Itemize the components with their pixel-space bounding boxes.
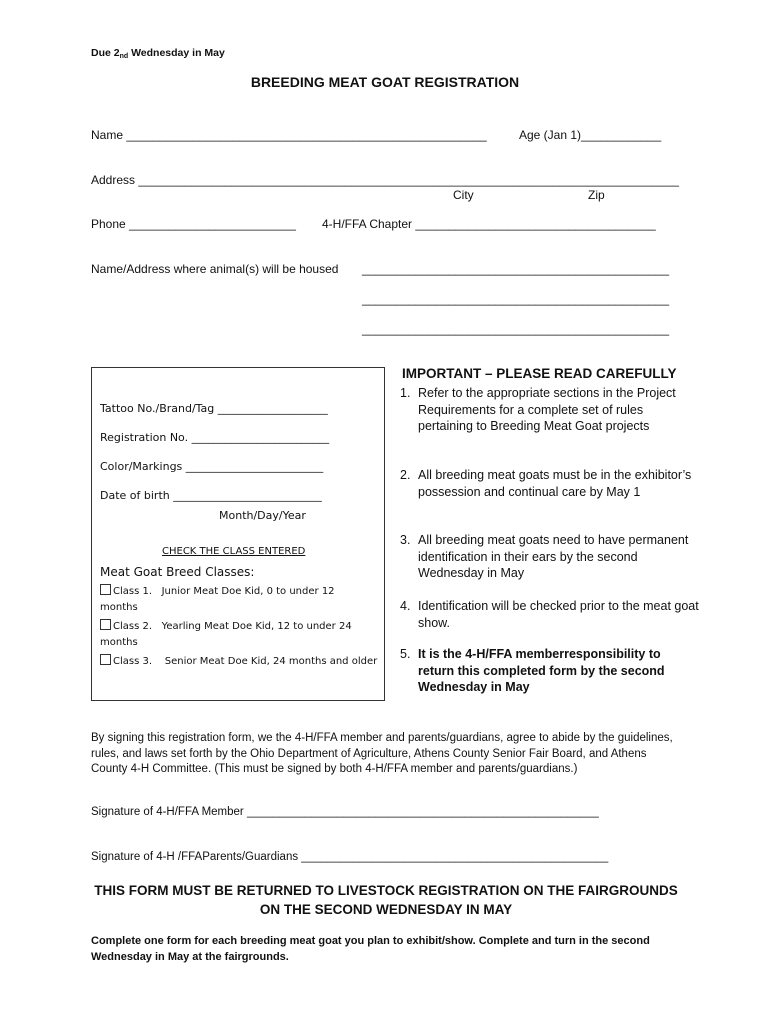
class-1-option[interactable]: Class 1. Junior Meat Doe Kid, 0 to under 12: [100, 584, 335, 597]
class-2-option[interactable]: Class 2. Yearling Meat Doe Kid, 12 to under 24: [100, 619, 352, 632]
color-markings-field[interactable]: Color/Markings _________________________: [100, 460, 324, 473]
class-1-continuation: months: [100, 602, 138, 613]
member-signature-field[interactable]: Signature of 4-H/FFA Member _______________________________________________________: [91, 806, 599, 818]
important-item-4: 4. Identification will be checked prior to the meat goat show.: [400, 599, 699, 630]
chapter-field[interactable]: 4-H/FFA Chapter ____________________________________: [322, 217, 656, 231]
important-heading: IMPORTANT – PLEASE READ CAREFULLY: [402, 366, 677, 381]
important-item-5: 5. It is the 4-H/FFA memberresponsibility to return this completed form by the second Wednesday in May: [400, 647, 665, 694]
class-2-checkbox[interactable]: [100, 619, 111, 630]
class-2-continuation: months: [100, 637, 138, 648]
housed-line-2[interactable]: ______________________________________________: [362, 292, 669, 306]
phone-field[interactable]: Phone _________________________: [91, 217, 296, 231]
zip-label: Zip: [588, 188, 605, 202]
date-of-birth-field[interactable]: Date of birth ___________________________: [100, 489, 322, 502]
animal-info-box: [91, 367, 385, 701]
agreement-paragraph: By signing this registration form, we the 4-H/FFA member and parents/guardians, agree to abide by the guidelines, rules, and laws set forth by the Ohio Department of Agriculture, Athens County Senior Fair Board, and Athens County 4-H Committee. (This must be signed by both 4-H/FFA member and parents/guardians.): [91, 732, 673, 775]
important-item-2: 2. All breeding meat goats must be in the exhibitor’s possession and continual care by May 1: [400, 468, 692, 499]
address-field[interactable]: Address _________________________________________________________________________________: [91, 173, 679, 187]
important-item-1: 1. Refer to the appropriate sections in the Project Requirements for a complete set of rules pertaining to Breeding Meat Goat projects: [400, 386, 676, 433]
class-1-checkbox[interactable]: [100, 584, 111, 595]
important-item-3: 3. All breeding meat goats need to have permanent identification in their ears by the second Wednesday in May: [400, 533, 689, 580]
class-3-checkbox[interactable]: [100, 654, 111, 665]
dob-format-hint: Month/Day/Year: [219, 509, 306, 522]
tattoo-field[interactable]: Tattoo No./Brand/Tag ____________________: [100, 402, 328, 415]
check-class-heading: CHECK THE CLASS ENTERED: [162, 546, 306, 557]
classes-heading: Meat Goat Breed Classes:: [100, 565, 255, 579]
housed-label: Name/Address where animal(s) will be housed: [91, 262, 339, 276]
city-label: City: [453, 188, 474, 202]
age-field[interactable]: Age (Jan 1)____________: [519, 128, 662, 142]
name-field[interactable]: Name ______________________________________________________: [91, 128, 487, 142]
registration-field[interactable]: Registration No. _________________________: [100, 431, 330, 444]
parent-signature-field[interactable]: Signature of 4-H /FFAParents/Guardians ________________________________________________: [91, 851, 609, 863]
housed-line-3[interactable]: ______________________________________________: [362, 322, 669, 336]
housed-line-1[interactable]: ______________________________________________: [362, 262, 669, 276]
instructions-note: Complete one form for each breeding meat goat you plan to exhibit/show. Complete and turn in the second Wednesday in May at the fairgrounds.: [91, 935, 650, 963]
class-3-option[interactable]: Class 3. Senior Meat Doe Kid, 24 months and older: [100, 654, 377, 667]
form-title: BREEDING MEAT GOAT REGISTRATION: [250, 74, 520, 90]
due-date-note: Due $2_{nd}$ Wednesday in May: [91, 47, 225, 60]
return-notice: THIS FORM MUST BE RETURNED TO LIVESTOCK REGISTRATION ON THE FAIRGROUNDS ON THE SECOND WEDNESDAY IN MAY: [94, 883, 678, 917]
